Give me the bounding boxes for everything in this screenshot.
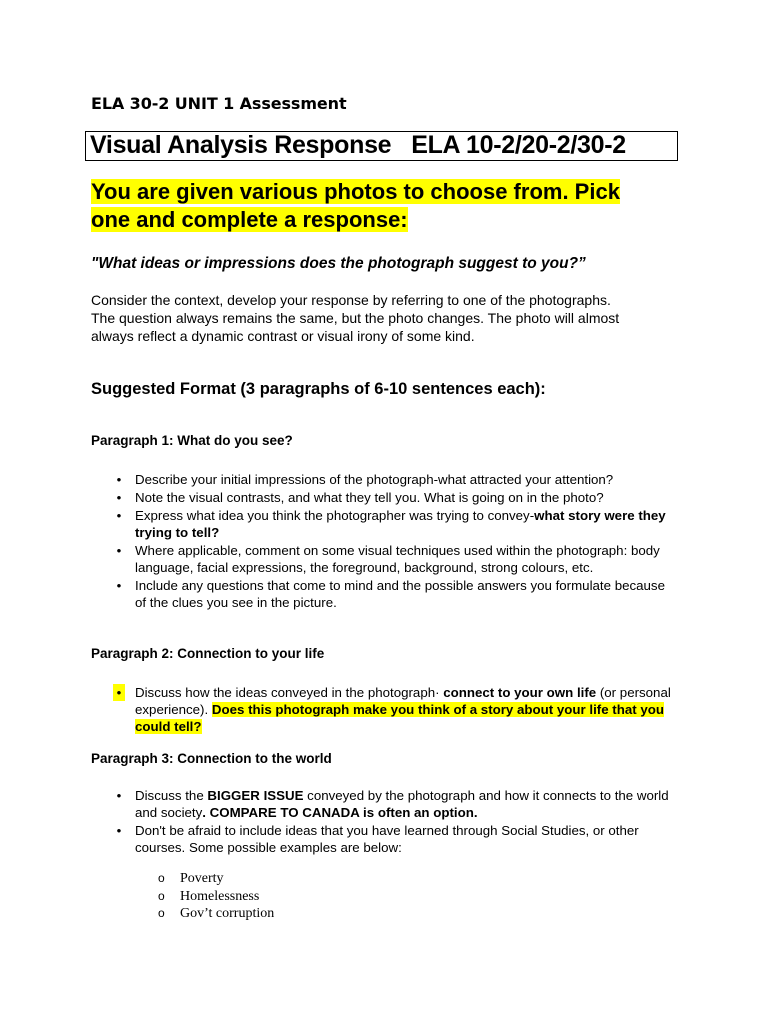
paragraph3-heading: Paragraph 3: Connection to the world — [91, 751, 332, 766]
list-item — [113, 507, 673, 541]
circle-bullet-icon: o — [158, 888, 165, 903]
bullet-icon: • — [116, 788, 122, 803]
bullet-text-bold: what story were they trying to tell? — [135, 508, 666, 540]
intro-instructions — [91, 178, 651, 234]
list-item — [113, 577, 673, 611]
bullet-text: conveyed by the photograph and how it connects to the world and society — [135, 788, 669, 820]
bullet-icon: • — [116, 543, 122, 558]
context-line-2: The question always remains the same, but the photo changes. The photo will almost — [91, 310, 620, 326]
title-box — [85, 131, 678, 161]
bullet-text: Include any questions that come to mind and the possible answers you formulate because of the clues you see in the picture. — [135, 578, 665, 610]
bullet-icon: • — [116, 490, 122, 505]
paragraph3-bullets — [113, 787, 673, 857]
paragraph1-bullets — [113, 471, 673, 612]
bullet-icon: • — [113, 684, 125, 701]
bullet-text: Express what idea you think the photographer was trying to convey- — [135, 508, 535, 523]
paragraph1-heading: Paragraph 1: What do you see? — [91, 433, 293, 448]
bullet-text: Where applicable, comment on some visual techniques used within the photograph: body language, facial expressions, the foreground, background, strong colours, etc. — [135, 543, 660, 575]
bullet-text-bold: . COMPARE TO CANADA is often an option. — [202, 805, 478, 820]
bullet-text: Discuss how the ideas conveyed in the photograph· — [135, 685, 444, 700]
bullet-icon: • — [116, 823, 122, 838]
bullet-text-bold: connect to your own life — [443, 685, 597, 700]
format-heading: Suggested Format (3 paragraphs of 6-10 sentences each): — [91, 380, 546, 398]
bullet-text-highlight: Does this photograph make you think of a story about your life that you could tell? — [135, 702, 665, 734]
example-text: Gov’t corruption — [180, 906, 275, 921]
example-text: Homelessness — [180, 888, 260, 904]
bullet-text: Describe your initial impressions of the photograph-what attracted your attention? — [135, 472, 614, 487]
page-title: Visual Analysis Response ELA 10-2/20-2/30-2 — [90, 131, 626, 159]
bullet-icon: • — [116, 472, 122, 487]
list-item — [113, 822, 673, 856]
guiding-question: "What ideas or impressions does the photograph suggest to you?” — [91, 255, 586, 272]
context-line-1: Consider the context, develop your response by referring to one of the photographs. — [91, 292, 611, 308]
list-item — [113, 787, 673, 821]
list-item — [158, 870, 274, 888]
bullet-text: Discuss the — [135, 788, 208, 803]
circle-bullet-icon: o — [158, 906, 165, 920]
context-paragraph — [91, 291, 671, 345]
list-item — [113, 542, 673, 576]
unit-header: ELA 30-2 UNIT 1 Assessment — [91, 94, 347, 113]
bullet-text: Note the visual contrasts, and what they tell you. What is going on in the photo? — [135, 490, 604, 505]
bullet-text: (or personal experience). — [135, 685, 671, 717]
list-item — [113, 489, 673, 506]
list-item — [158, 905, 274, 923]
paragraph2-heading: Paragraph 2: Connection to your life — [91, 646, 325, 661]
example-text: Poverty — [180, 871, 224, 886]
paragraph2-bullets — [113, 684, 673, 736]
intro-line-1: You are given various photos to choose from. Pick — [91, 179, 620, 204]
list-item — [113, 684, 673, 735]
list-item — [113, 471, 673, 488]
bullet-icon: • — [116, 578, 122, 593]
examples-list — [158, 870, 274, 923]
intro-line-2: one and complete a response: — [91, 207, 408, 232]
bullet-icon: • — [116, 508, 122, 523]
circle-bullet-icon: o — [158, 871, 165, 885]
bullet-text-bold: BIGGER ISSUE — [207, 788, 304, 803]
bullet-text: Don't be afraid to include ideas that you have learned through Social Studies, or other courses. Some possible examples are below: — [135, 823, 639, 855]
list-item — [158, 888, 274, 906]
context-line-3: always reflect a dynamic contrast or visual irony of some kind. — [91, 328, 475, 344]
